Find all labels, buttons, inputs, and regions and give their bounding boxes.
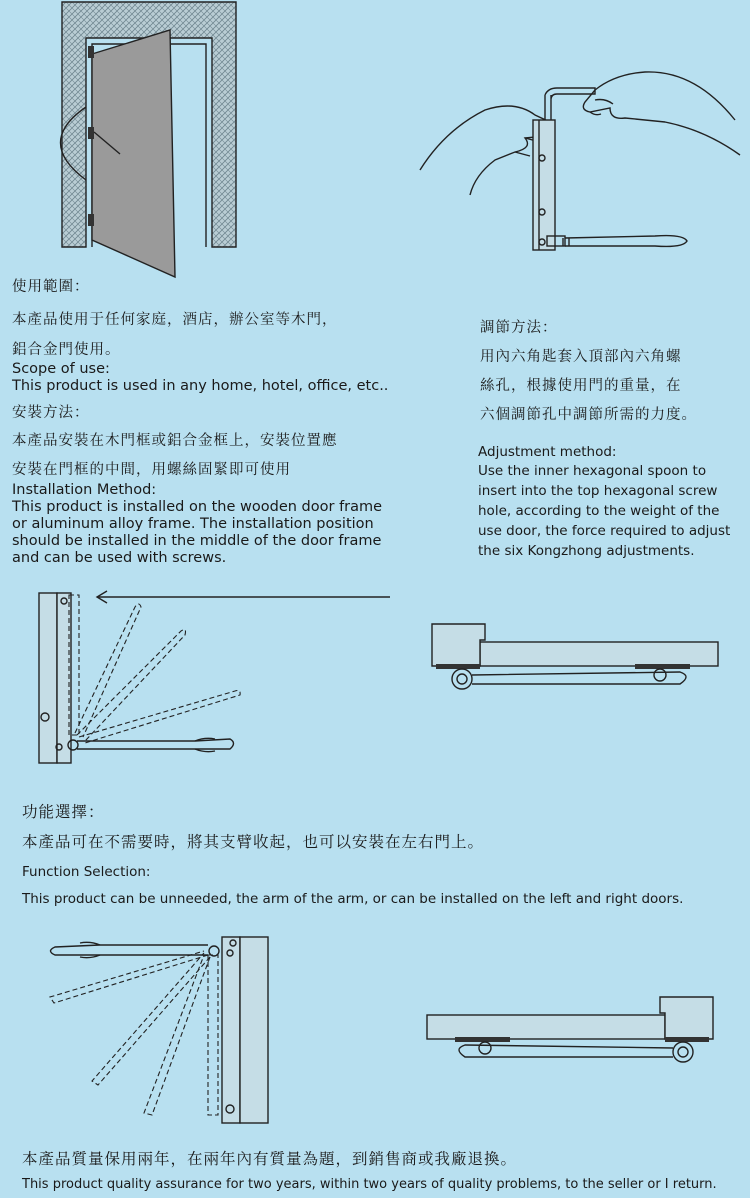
install-en-line: This product is installed on the wooden door frame xyxy=(12,499,383,515)
warranty-en-text: This product quality assurance for two years, within two years of quality problems, to the seller or I return. xyxy=(22,1177,717,1192)
scope-en-heading: Scope of use: xyxy=(12,361,110,377)
mirrored-arm-swing-illustration xyxy=(40,935,270,1125)
function-en-heading: Function Selection: xyxy=(22,864,151,880)
adjust-en-line: use door, the force required to adjust xyxy=(478,523,731,539)
adjust-en-line: insert into the top hexagonal screw xyxy=(478,483,718,499)
scope-en-text: This product is used in any home, hotel, office, etc.. xyxy=(12,378,389,394)
door-frame-illustration xyxy=(60,2,240,277)
adjust-zh-line: 絲孔，根據使用門的重量，在 xyxy=(480,378,682,394)
scope-zh-line1: 本產品使用于任何家庭，酒店，辦公室等木門， xyxy=(12,312,338,328)
adjust-zh-line: 六個調節孔中調節所需的力度。 xyxy=(480,407,697,423)
install-en-line: should be installed in the middle of the door frame xyxy=(12,533,382,549)
warranty-zh-text: 本產品質量保用兩年，在兩年內有質量為題，到銷售商或我廠退換。 xyxy=(22,1150,518,1168)
function-en-text: This product can be unneeded, the arm of the arm, or can be installed on the left and right doors. xyxy=(22,891,684,907)
adjust-en-line: the six Kongzhong adjustments. xyxy=(478,543,695,559)
adjust-en-paragraph xyxy=(478,461,730,561)
install-en-paragraph xyxy=(12,499,382,567)
closer-side-view-illustration xyxy=(430,620,725,695)
install-zh-line1: 本產品安裝在木門框或鋁合金框上，安裝位置應 xyxy=(12,433,338,449)
adjust-en-line: hole, according to the weight of the xyxy=(478,503,720,519)
scope-zh-line2: 鋁合金門使用。 xyxy=(12,342,121,358)
adjust-en-heading: Adjustment method: xyxy=(478,444,617,460)
install-en-heading: Installation Method: xyxy=(12,482,157,498)
install-en-line: and can be used with screws. xyxy=(12,550,227,566)
install-en-line: or aluminum alloy frame. The installation position xyxy=(12,516,374,532)
scope-zh-heading: 使用範圍： xyxy=(12,279,90,295)
install-zh-heading: 安裝方法： xyxy=(12,405,90,421)
install-zh-line2: 安裝在門框的中間，用螺絲固緊即可使用 xyxy=(12,462,291,478)
adjust-en-line: Use the inner hexagonal spoon to xyxy=(478,463,707,479)
adjust-zh-line: 用內六角匙套入頂部內六角螺 xyxy=(480,349,682,365)
arm-swing-illustration xyxy=(35,585,395,765)
adjust-zh-heading: 調節方法： xyxy=(480,320,558,336)
hex-key-adjustment-illustration xyxy=(415,60,745,260)
function-zh-heading: 功能選擇： xyxy=(22,803,105,821)
function-zh-text: 本產品可在不需要時，將其支臂收起，也可以安裝在左右門上。 xyxy=(22,833,485,851)
mirrored-side-view-illustration xyxy=(425,995,715,1070)
